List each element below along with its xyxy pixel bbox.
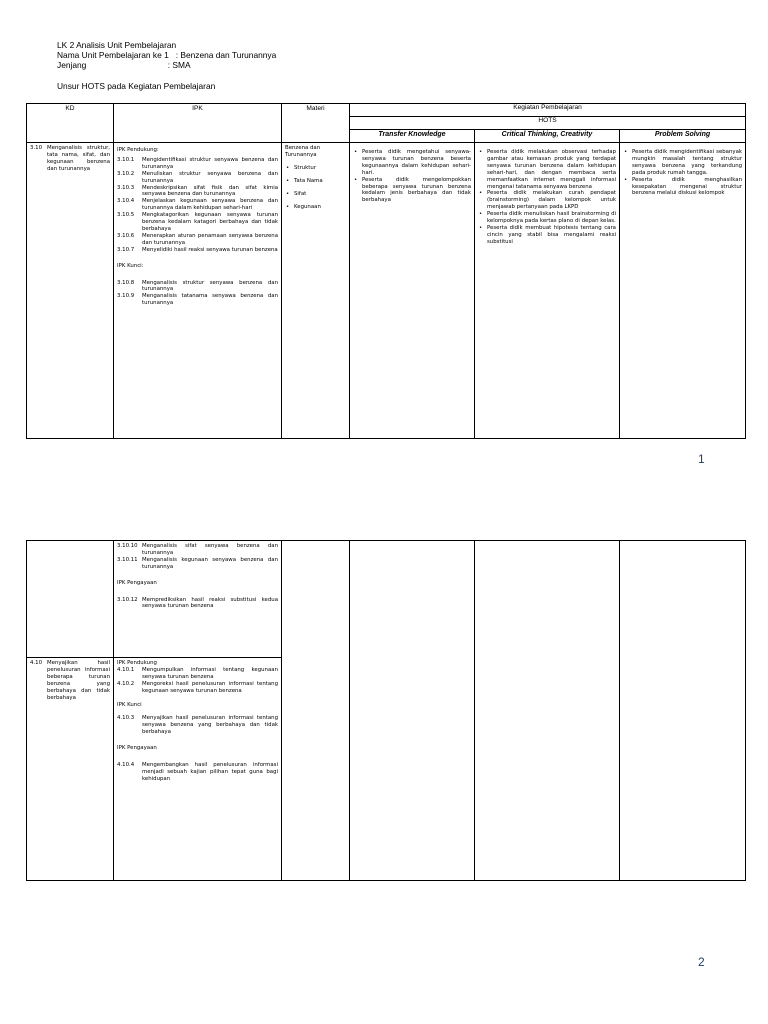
ipk-text: Menjelaskan kegunaan senyawa benzena dan turunannya dalam kehidupan sehari-hari (142, 198, 278, 212)
ipk-text: Mengembangkan hasil penelusuran informasi menjadi sebuah kajian pilihan tepat guna bagi kehidupan (142, 762, 278, 782)
ipk-item (117, 171, 278, 185)
ipk-number: 3.10.5 (117, 212, 135, 219)
ipk-pendukung-label: IPK Pendukung: (117, 147, 159, 153)
ipk-number: 3.10.12 (117, 596, 138, 603)
materi-item: • Tata Nama (294, 178, 346, 185)
page1-table (26, 103, 746, 439)
transfer-item: • Peserta didik mengelompokkan beberapa senyawa turunan benzena kedalam jenis berbahaya dan tidak berbahaya (362, 177, 471, 205)
lk-title: LK 2 Analisis Unit Pembelajaran (57, 40, 177, 50)
ipk-item (117, 762, 278, 783)
materi-item: • Sifat (294, 191, 346, 198)
ipk-text: Mengidentifikasi struktur senyawa benzena dan turunannya (142, 156, 278, 170)
problem-item: • Peserta didik mengidentifikasi sebanyak mungkin masalah tentang struktur senyawa benzena yang terkandung pada produk rumah tangga. (632, 149, 742, 177)
critical-item: • Peserta didik melakukan curah pendapat (brainstorming) dalam kelompok untuk menjawab pertanyaan pada LKPD (487, 190, 616, 211)
kd-cell (27, 658, 114, 881)
transfer-cell-empty (350, 541, 475, 881)
ipk-item (117, 157, 278, 171)
header-hots: HOTS (350, 117, 746, 130)
kd-text: Menganalisis struktur, tata nama, sifat, dan kegunaan benzena dan turunannya (47, 145, 110, 172)
ipk-item (117, 247, 278, 254)
ipk-cell (114, 143, 282, 439)
ipk-text: Menganalisis sifat senyawa benzena dan turunannya (142, 543, 278, 556)
critical-item: • Peserta didik menuliskan hasil brainstorming di kelompoknya pada kertas plano di depan kelas. (487, 211, 616, 225)
unit-line: Nama Unit Pembelajaran ke 1 : Benzena dan Turunannya (57, 50, 277, 60)
transfer-item: • Peserta didik mengetahui senyawa-senyawa turunan benzena beserta kegunaannya dalam kehidupan sehari-hari. (362, 149, 471, 177)
ipk-number: 4.10.1 (117, 666, 135, 673)
page-number-1: 1 (698, 452, 705, 466)
header-ipk: IPK (114, 104, 282, 143)
ipk-number: 4.10.4 (117, 762, 135, 769)
problem-item: • Peserta didik menghasilkan kesepakatan mengenai struktur benzena melalui diskusi kelompok (632, 177, 742, 198)
ipk-text: Memprediksikan hasil reaksi substitusi kedua senyawa turunan benzena (142, 596, 278, 610)
critical-item: • Peserta didik membuat hipotesis tentang cara cincin yang stabil bisa mengalami reaksi substitusi (487, 225, 616, 246)
ipk-text: Mengumpulkan informasi tentang kegunaan senyawa turunan benzena (142, 666, 278, 680)
critical-cell (475, 143, 620, 439)
ipk-kunci-label: IPK Kunci: (117, 262, 144, 269)
ipk-item (117, 557, 278, 571)
ipk-number: 3.10.3 (117, 184, 135, 191)
materi-item: • Struktur (294, 165, 346, 172)
ipk-item (117, 681, 278, 695)
kd-number: 4.10 (30, 660, 43, 666)
ipk-number: 3.10.1 (117, 156, 135, 163)
ipk-text: Menganalisis struktur senyawa benzena dan turunannya (142, 279, 278, 293)
critical-cell-empty (475, 541, 620, 881)
ipk-item (117, 715, 278, 736)
ipk-number: 3.10.10 (117, 543, 138, 549)
ipk-text: Mendeskripsikan sifat fisik dan sifat kimia senyawa benzena dan turunannya (142, 184, 278, 198)
ipk-number: 3.10.7 (117, 246, 135, 253)
kd-number: 3.10 (30, 145, 43, 151)
ipk-number: 3.10.8 (117, 279, 135, 286)
ipk-text: Mengkatagorikan kegunaan senyawa turunan benzena kedalam katagori berbahaya dan tidak berbahaya (142, 212, 278, 232)
kd-cell-empty (27, 541, 114, 658)
ipk-item (117, 543, 278, 557)
ipk-cell (114, 658, 282, 881)
ipk-kunci-label: IPK Kunci (117, 701, 142, 708)
header-critical-thinking: Critical Thinking, Creativity (475, 130, 620, 143)
ipk-item (117, 185, 278, 199)
ipk-item (117, 233, 278, 247)
materi-cell-empty (282, 541, 350, 881)
transfer-cell (350, 143, 475, 439)
jenjang-line: Jenjang : SMA (57, 60, 191, 70)
ipk-text: Menerapkan aturan penamaan senyawa benzena dan turunannya (142, 232, 278, 246)
ipk-item (117, 293, 278, 307)
ipk-item (117, 280, 278, 294)
ipk-number: 3.10.4 (117, 198, 135, 205)
page-number-2: 2 (698, 955, 705, 969)
ipk-number: 3.10.6 (117, 232, 135, 239)
header-materi: Materi (282, 104, 350, 143)
problem-cell (620, 143, 746, 439)
ipk-number: 3.10.9 (117, 293, 135, 300)
ipk-pengayaan-label: IPK Pengayaan (117, 579, 157, 586)
ipk-item (117, 597, 278, 611)
ipk-number: 4.10.3 (117, 715, 135, 722)
materi-item: • Kegunaan (294, 204, 346, 211)
header-kd: KD (27, 104, 114, 143)
ipk-text: Mengoreksi hasil penelusuran informasi tentang kegunaan senyawa turunan benzena (142, 680, 278, 694)
header-problem-solving: Problem Solving (620, 130, 746, 143)
ipk-item (117, 212, 278, 233)
ipk-text: Menyajikan hasil penelusuran informasi tentang senyawa benzena yang berbahaya dan tidak berbahaya (142, 715, 278, 736)
materi-cell (282, 143, 350, 439)
ipk-text: Menyelidiki hasil reaksi senyawa turunan benzena (142, 246, 278, 253)
ipk-text: Menuliskan struktur senyawa benzena dan turunannya (142, 170, 278, 184)
materi-title: Benzena dan Turunannya (285, 145, 321, 158)
ipk-number: 4.10.2 (117, 680, 135, 687)
header-kegiatan: Kegiatan Pembelajaran (350, 104, 746, 117)
ipk-number: 3.10.11 (117, 556, 138, 563)
hots-title: Unsur HOTS pada Kegiatan Pembelajaran (57, 81, 216, 91)
ipk-item (117, 198, 278, 212)
ipk-pengayaan-label: IPK Pengayaan (117, 745, 157, 752)
ipk-text: Menganalisis tatanama senyawa benzena dan turunannya (142, 293, 278, 307)
ipk-number: 3.10.2 (117, 170, 135, 177)
critical-item: • Peserta didik melakukan observasi terhadap gambar atau kemasan produk yang terdapat senyawa turunan benzena dalam kehidupan sehari-hari, dan dengan membaca serta memanfaatkan internet menggali informasi mengenai tatanama senyawa benzena (487, 149, 616, 190)
problem-cell-empty (620, 541, 746, 881)
ipk-cell (114, 541, 282, 658)
header-transfer-knowledge: Transfer Knowledge (350, 130, 475, 143)
ipk-text: Menganalisis kegunaan senyawa benzena dan turunannya (142, 556, 278, 570)
ipk-item (117, 667, 278, 681)
page2-table (26, 540, 746, 881)
kd-text: Menyajikan hasil penelusuran informasi beberapa turunan benzena yang berbahaya dan tidak berbahaya (47, 660, 110, 701)
ipk-pendukung-label: IPK Pendukung (117, 660, 157, 666)
kd-cell (27, 143, 114, 439)
